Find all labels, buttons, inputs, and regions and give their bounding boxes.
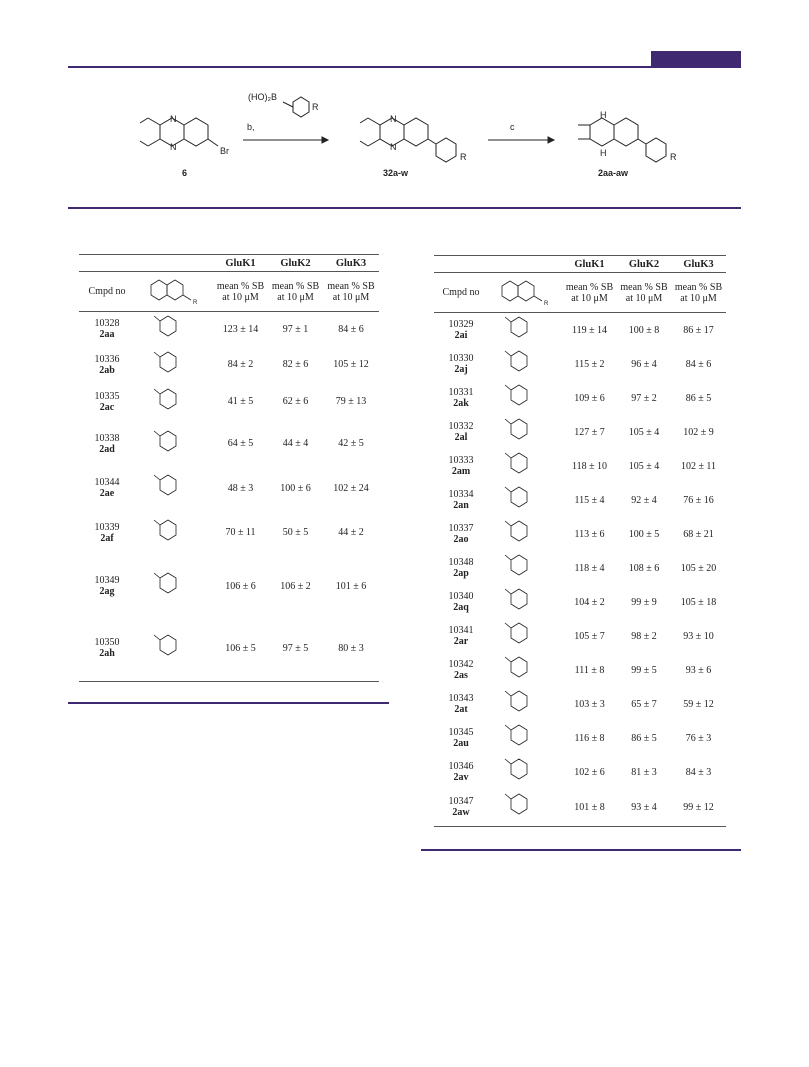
value-gluk1: 113 ± 6 xyxy=(574,528,605,540)
compound-number: 10329 xyxy=(448,319,474,330)
value-gluk1: 103 ± 3 xyxy=(574,698,605,710)
structure-cell xyxy=(135,616,213,681)
structure-cell xyxy=(135,556,213,616)
value-gluk3: 105 ± 18 xyxy=(680,596,717,608)
value-gluk1: 101 ± 8 xyxy=(562,789,617,826)
value-gluk3: 44 ± 2 xyxy=(338,527,364,538)
value-gluk1: 84 ± 2 xyxy=(227,359,254,370)
value-gluk3: 76 ± 16 xyxy=(683,494,714,506)
substituent-structure-icon xyxy=(495,483,555,517)
substituent-structure-icon xyxy=(495,687,555,721)
substituent-structure-icon xyxy=(495,790,555,824)
substituent-structure-icon xyxy=(495,653,555,687)
value-gluk2: 97 ± 1 xyxy=(282,323,309,335)
value-gluk3: 80 ± 3 xyxy=(323,616,379,681)
table-row xyxy=(434,551,726,585)
table-row xyxy=(434,483,726,517)
table-row xyxy=(79,383,379,420)
value-gluk2: 62 ± 6 xyxy=(282,396,309,407)
compound-number: 10328 xyxy=(94,318,120,329)
value-gluk3: 86 ± 17 xyxy=(683,324,714,336)
compound-code: 2aq xyxy=(453,602,469,613)
nh-label-2: H xyxy=(600,148,607,158)
product-label: 2aa-aw xyxy=(598,168,629,178)
table-row xyxy=(434,755,726,789)
substituent-structure-icon xyxy=(144,312,204,346)
core-structure-icon xyxy=(488,273,562,313)
value-gluk1: 118 ± 10 xyxy=(571,460,608,472)
value-gluk2: 65 ± 7 xyxy=(631,698,657,710)
compound-code: 2ar xyxy=(453,636,469,647)
compound-code: 2af xyxy=(100,532,114,544)
value-gluk3: 84 ± 3 xyxy=(685,766,712,778)
compound-number: 10339 xyxy=(94,521,120,533)
value-gluk2: 105 ± 4 xyxy=(628,460,660,472)
core-structure-icon xyxy=(135,272,213,312)
compound-number: 10341 xyxy=(448,625,474,636)
table-row xyxy=(434,721,726,755)
substituent-structure-icon xyxy=(495,585,555,619)
substituent-structure-icon xyxy=(495,415,555,449)
table-row xyxy=(434,381,726,415)
table-row xyxy=(434,653,726,687)
substituent-structure-icon xyxy=(144,569,204,603)
compound-number: 10331 xyxy=(448,387,474,398)
step-c-label: c xyxy=(510,122,515,132)
value-gluk2: 96 ± 4 xyxy=(631,358,657,370)
compound-id xyxy=(79,467,135,509)
table-row xyxy=(79,616,379,681)
col-header-cmpd: Cmpd no xyxy=(88,286,126,297)
value-gluk3: 105 ± 12 xyxy=(333,359,369,370)
compound-id xyxy=(434,449,488,483)
substituent-structure-icon xyxy=(144,516,204,550)
structure-cell xyxy=(488,483,562,517)
compound-number: 10335 xyxy=(94,390,120,402)
value-gluk3: 79 ± 13 xyxy=(335,396,367,407)
structure-cell xyxy=(488,449,562,483)
value-gluk2: 105 ± 4 xyxy=(628,426,660,438)
compound-id xyxy=(434,755,488,789)
value-gluk3: 102 ± 24 xyxy=(333,482,369,494)
compound-number: 10345 xyxy=(448,727,474,738)
value-gluk1: 106 ± 6 xyxy=(225,580,256,592)
compound-id xyxy=(434,313,488,348)
value-gluk1: 41 ± 5 xyxy=(227,396,254,407)
compound-id xyxy=(79,420,135,467)
value-gluk3: 93 ± 6 xyxy=(685,664,712,676)
value-gluk2: 82 ± 6 xyxy=(282,359,309,370)
value-gluk1: 119 ± 14 xyxy=(571,324,608,336)
reagent-r-label: R xyxy=(312,102,319,112)
compound-code: 2ah xyxy=(99,648,115,660)
substituent-structure-icon xyxy=(495,551,555,585)
compound-code: 2au xyxy=(453,738,469,749)
compound-id xyxy=(79,346,135,383)
compound-id xyxy=(434,619,488,653)
value-gluk1: 115 ± 4 xyxy=(574,494,605,506)
col-header-gluk3: GluK3 xyxy=(335,257,367,269)
step-b-label: b, xyxy=(247,122,255,132)
compound-code: 2ak xyxy=(453,398,469,409)
col-subheader: mean % SB at 10 μM xyxy=(620,281,668,304)
substituent-structure-icon xyxy=(495,755,555,789)
table-row xyxy=(79,346,379,383)
compound-code: 2al xyxy=(454,432,468,443)
structure-cell xyxy=(488,585,562,619)
table-right xyxy=(434,255,726,827)
col-subheader: mean % SB at 10 μM xyxy=(216,280,265,303)
table-row xyxy=(434,347,726,381)
value-gluk3: 59 ± 12 xyxy=(683,698,714,710)
compound-number: 10346 xyxy=(448,761,474,772)
value-gluk2: 81 ± 3 xyxy=(631,766,657,778)
n-label-3: N xyxy=(390,114,397,124)
value-gluk1: 105 ± 7 xyxy=(574,630,605,642)
structure-cell xyxy=(488,517,562,551)
value-gluk3: 102 ± 9 xyxy=(683,426,714,438)
table-row xyxy=(434,585,726,619)
value-gluk1: 116 ± 8 xyxy=(574,732,605,744)
compound-code: 2ag xyxy=(99,586,115,597)
structure-cell xyxy=(488,653,562,687)
compound-code: 2ac xyxy=(99,401,115,413)
compound-number: 10343 xyxy=(448,693,474,704)
compound-6-structure xyxy=(140,118,218,146)
value-gluk2: 50 ± 5 xyxy=(282,527,309,538)
compound-id xyxy=(434,585,488,619)
structure-cell xyxy=(488,619,562,653)
value-gluk3: 42 ± 5 xyxy=(338,438,364,449)
table-left xyxy=(79,254,379,682)
col-header-gluk2: GluK2 xyxy=(280,257,311,269)
compound-id xyxy=(434,381,488,415)
br-label: Br xyxy=(220,146,229,156)
value-gluk2: 99 ± 9 xyxy=(631,596,657,608)
compound-code: 2ap xyxy=(453,568,469,579)
value-gluk2: 92 ± 4 xyxy=(631,494,657,506)
value-gluk1: 106 ± 5 xyxy=(213,616,268,681)
table-row xyxy=(79,509,379,556)
compound-code: 2an xyxy=(453,500,469,511)
structure-cell xyxy=(488,755,562,789)
substituent-structure-icon xyxy=(495,721,555,755)
table-row xyxy=(434,313,726,348)
boronic-acid-label: (HO)₂B xyxy=(248,92,277,102)
compound-number: 10344 xyxy=(94,477,120,488)
scheme-bottom-rule xyxy=(68,207,741,209)
substituent-structure-icon xyxy=(144,385,204,419)
compound-number: 10348 xyxy=(448,557,474,568)
value-gluk3: 99 ± 12 xyxy=(671,789,726,826)
compound-number: 10347 xyxy=(448,796,474,808)
value-gluk2: 100 ± 6 xyxy=(280,482,311,494)
header-accent-block xyxy=(651,51,741,67)
structure-cell xyxy=(488,721,562,755)
value-gluk1: 123 ± 14 xyxy=(222,323,259,335)
substituent-structure-icon xyxy=(495,347,555,381)
n-label-1: N xyxy=(170,114,177,124)
value-gluk2: 108 ± 6 xyxy=(628,562,660,574)
col-subheader: mean % SB at 10 μM xyxy=(674,281,723,304)
compound-id xyxy=(434,551,488,585)
substituent-structure-icon xyxy=(495,381,555,415)
int-r-label: R xyxy=(460,152,467,162)
structure-cell xyxy=(488,687,562,721)
compound-id xyxy=(79,616,135,681)
compound-code: 2aw xyxy=(452,807,470,819)
value-gluk2: 97 ± 2 xyxy=(631,392,657,404)
structure-cell xyxy=(488,313,562,348)
compound-id xyxy=(79,312,135,347)
compound-number: 10340 xyxy=(448,591,474,602)
header-rule xyxy=(68,66,741,68)
value-gluk3: 93 ± 10 xyxy=(683,630,714,642)
structure-cell xyxy=(135,509,213,556)
value-gluk2: 97 ± 5 xyxy=(268,616,323,681)
col-header-cmpd: Cmpd no xyxy=(442,287,480,298)
value-gluk1: 64 ± 5 xyxy=(227,438,254,449)
value-gluk3: 86 ± 5 xyxy=(685,392,712,404)
left-bottom-rule xyxy=(68,702,389,704)
substituent-structure-icon xyxy=(495,449,555,483)
n-label-2: N xyxy=(170,142,177,152)
value-gluk2: 100 ± 8 xyxy=(628,324,660,336)
col-subheader: mean % SB at 10 μM xyxy=(327,280,375,303)
compound-number: 10330 xyxy=(448,353,474,364)
value-gluk2: 86 ± 5 xyxy=(631,732,657,744)
prod-r-label: R xyxy=(670,152,677,162)
compound-id xyxy=(434,517,488,551)
compound-id xyxy=(434,347,488,381)
compound-code: 2av xyxy=(453,772,469,783)
table-row xyxy=(79,467,379,509)
compound-code: 2at xyxy=(454,704,468,715)
value-gluk1: 118 ± 4 xyxy=(574,562,605,574)
col-header-gluk1: GluK1 xyxy=(574,258,605,270)
value-gluk1: 102 ± 6 xyxy=(574,766,605,778)
value-gluk3: 68 ± 21 xyxy=(683,528,714,540)
substituent-structure-icon xyxy=(144,471,204,505)
structure-cell xyxy=(135,467,213,509)
compound-number: 10336 xyxy=(94,353,120,365)
compound-6-label: 6 xyxy=(182,168,188,178)
value-gluk2: 93 ± 4 xyxy=(617,789,671,826)
value-gluk3: 102 ± 11 xyxy=(680,460,717,472)
structure-cell xyxy=(488,789,562,826)
substituent-structure-icon xyxy=(495,313,555,347)
structure-cell xyxy=(488,551,562,585)
structure-cell xyxy=(135,312,213,347)
table-row xyxy=(79,556,379,616)
compound-code: 2am xyxy=(451,466,471,477)
value-gluk1: 70 ± 11 xyxy=(225,527,256,538)
table-row xyxy=(434,449,726,483)
compound-number: 10342 xyxy=(448,659,474,670)
compound-code: 2ao xyxy=(453,534,469,545)
compound-number: 10350 xyxy=(94,637,120,649)
compound-number: 10333 xyxy=(448,455,474,466)
compound-code: 2ae xyxy=(99,488,115,499)
table-row xyxy=(434,687,726,721)
compound-code: 2ab xyxy=(99,364,115,376)
compound-id xyxy=(79,383,135,420)
compound-id xyxy=(434,415,488,449)
value-gluk1: 104 ± 2 xyxy=(574,596,605,608)
svg-text:R: R xyxy=(544,300,549,307)
value-gluk1: 109 ± 6 xyxy=(574,392,605,404)
col-subheader: mean % SB at 10 μM xyxy=(565,281,614,304)
col-header-gluk3: GluK3 xyxy=(683,258,714,270)
n-label-4: N xyxy=(390,142,397,152)
compound-number: 10337 xyxy=(448,523,474,534)
right-bottom-rule xyxy=(421,849,741,851)
svg-text:R: R xyxy=(193,299,198,306)
col-header-gluk1: GluK1 xyxy=(225,257,256,269)
structure-cell xyxy=(135,346,213,383)
value-gluk2: 106 ± 2 xyxy=(280,580,311,592)
table-row xyxy=(79,420,379,467)
table-row xyxy=(434,517,726,551)
structure-cell xyxy=(488,347,562,381)
compound-id xyxy=(434,789,488,826)
substituent-structure-icon xyxy=(144,631,204,665)
structure-cell xyxy=(135,420,213,467)
value-gluk2: 99 ± 5 xyxy=(631,664,657,676)
value-gluk2: 100 ± 5 xyxy=(628,528,660,540)
value-gluk2: 44 ± 4 xyxy=(282,438,309,449)
value-gluk2: 98 ± 2 xyxy=(631,630,657,642)
compound-id xyxy=(434,687,488,721)
compound-number: 10334 xyxy=(448,489,474,500)
table-row xyxy=(434,789,726,826)
substituent-structure-icon xyxy=(495,517,555,551)
value-gluk1: 115 ± 2 xyxy=(574,358,605,370)
table-row xyxy=(434,415,726,449)
substituent-structure-icon xyxy=(144,348,204,382)
reaction-scheme xyxy=(100,80,740,195)
value-gluk1: 48 ± 3 xyxy=(227,482,254,494)
nh-label-1: H xyxy=(600,110,607,120)
value-gluk1: 127 ± 7 xyxy=(574,426,605,438)
compound-id xyxy=(434,721,488,755)
structure-cell xyxy=(488,415,562,449)
compound-number: 10332 xyxy=(448,421,474,432)
value-gluk3: 105 ± 20 xyxy=(680,562,717,574)
table-row xyxy=(79,312,379,347)
compound-id xyxy=(434,483,488,517)
compound-code: 2as xyxy=(454,670,468,681)
value-gluk3: 76 ± 3 xyxy=(685,732,712,744)
compound-id xyxy=(79,509,135,556)
compound-code: 2ad xyxy=(99,443,115,455)
table-row xyxy=(434,619,726,653)
value-gluk1: 111 ± 8 xyxy=(574,664,605,676)
compound-number: 10338 xyxy=(94,432,120,444)
structure-cell xyxy=(488,381,562,415)
col-subheader: mean % SB at 10 μM xyxy=(271,280,320,303)
compound-id xyxy=(79,556,135,616)
compound-code: 2aj xyxy=(454,364,468,375)
substituent-structure-icon xyxy=(495,619,555,653)
value-gluk3: 84 ± 6 xyxy=(338,323,364,335)
substituent-structure-icon xyxy=(144,427,204,461)
intermediate-label: 32a-w xyxy=(383,168,409,178)
structure-cell xyxy=(135,383,213,420)
compound-code: 2aa xyxy=(99,329,115,340)
compound-code: 2ai xyxy=(454,330,468,341)
compound-number: 10349 xyxy=(94,575,120,586)
value-gluk3: 101 ± 6 xyxy=(335,580,367,592)
value-gluk3: 84 ± 6 xyxy=(685,358,712,370)
col-header-gluk2: GluK2 xyxy=(628,258,660,270)
compound-id xyxy=(434,653,488,687)
